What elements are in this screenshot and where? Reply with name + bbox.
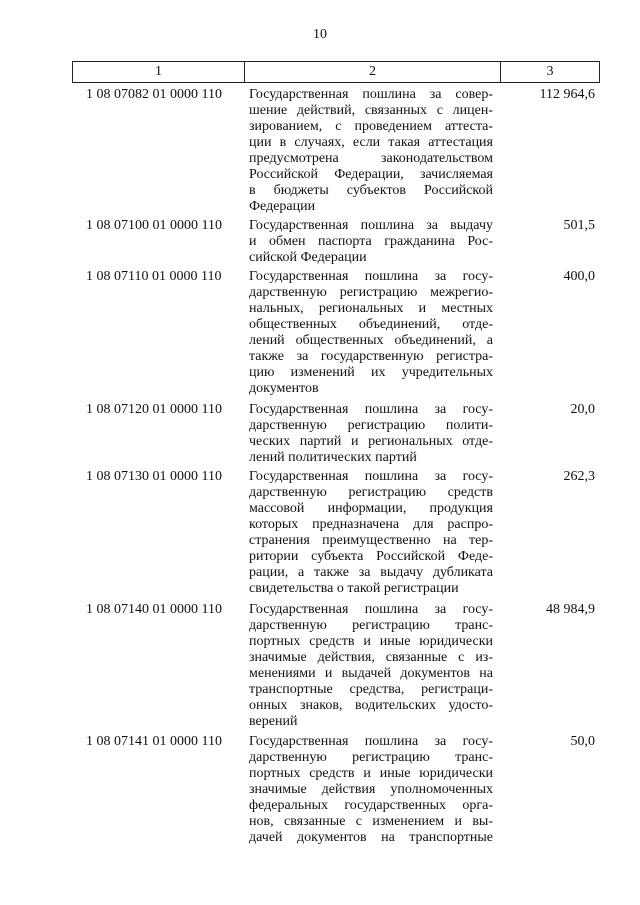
page-number: 10 — [313, 27, 327, 42]
description-line: странения преимущественно на тер- — [249, 533, 493, 548]
row-description — [249, 602, 493, 730]
row-description — [249, 87, 493, 215]
description-line: Федерации — [249, 199, 316, 214]
row-code: 1 08 07130 01 0000 110 — [86, 469, 222, 484]
row-code: 1 08 07120 01 0000 110 — [86, 402, 222, 417]
row-amount: 262,3 — [563, 469, 595, 484]
row-code: 1 08 07100 01 0000 110 — [86, 218, 222, 233]
row-code: 1 08 07141 01 0000 110 — [86, 734, 222, 749]
description-line: ции в случаях, если такая аттестация — [249, 135, 493, 150]
description-line: ческих партий и региональных отде- — [249, 434, 493, 449]
description-line: портных средств и иные юридически — [249, 634, 493, 649]
description-line: нов, связанные с изменением и вы- — [249, 814, 493, 829]
description-line: менениями и выдачей документов на — [249, 666, 493, 681]
description-line: федеральных государственных орга- — [249, 798, 493, 813]
column-header-2: 2 — [245, 62, 501, 82]
description-line: дарственную регистрацию транс- — [249, 618, 493, 633]
row-amount: 20,0 — [570, 402, 595, 417]
description-line: Государственная пошлина за госу- — [249, 269, 493, 284]
description-line: и обмен паспорта гражданина Рос- — [249, 234, 493, 249]
description-line: свидетельства о такой регистрации — [249, 581, 459, 596]
description-line: лений общественных объединений, а — [249, 333, 493, 348]
description-line: лений политических партий — [249, 450, 417, 465]
row-code: 1 08 07140 01 0000 110 — [86, 602, 222, 617]
description-line: которых предназначена для распро- — [249, 517, 493, 532]
description-line: Государственная пошлина за госу- — [249, 469, 493, 484]
description-line: ритории субъекта Российской Феде- — [249, 549, 493, 564]
description-line: цию изменений их учредительных — [249, 365, 493, 380]
row-amount: 112 964,6 — [539, 87, 595, 102]
description-line: дарственную регистрацию полити- — [249, 418, 493, 433]
description-line: дарственную регистрацию средств — [249, 485, 493, 500]
row-description — [249, 269, 493, 397]
row-description — [249, 469, 493, 597]
description-line: транспортные средства, регистраци- — [249, 682, 493, 697]
description-line: рации, а также за выдачу дубликата — [249, 565, 493, 580]
row-description — [249, 734, 493, 846]
description-line: предусмотрена законодательством — [249, 151, 493, 166]
description-line: Государственная пошлина за госу- — [249, 734, 493, 749]
row-description — [249, 218, 493, 266]
description-line: значимые действия уполномоченных — [249, 782, 493, 797]
description-line: Российской Федерации, зачисляемая — [249, 167, 493, 182]
description-line: Государственная пошлина за совер- — [249, 87, 493, 102]
description-line: массовой информации, продукция — [249, 501, 493, 516]
row-amount: 48 984,9 — [546, 602, 595, 617]
description-line: документов — [249, 381, 319, 396]
description-line: общественных объединений, отде- — [249, 317, 493, 332]
description-line: шение действий, связанных с лицен- — [249, 103, 493, 118]
description-line: также за государственную регистра- — [249, 349, 493, 364]
row-description — [249, 402, 493, 466]
table-header — [72, 61, 600, 83]
description-line: в бюджеты субъектов Российской — [249, 183, 493, 198]
description-line: портных средств и иные юридически — [249, 766, 493, 781]
row-code: 1 08 07110 01 0000 110 — [86, 269, 222, 284]
description-line: зированием, с проведением аттеста- — [249, 119, 493, 134]
description-line: Государственная пошлина за госу- — [249, 602, 493, 617]
description-line: значимые действия, связанные с из- — [249, 650, 493, 665]
description-line: нальных, региональных и местных — [249, 301, 493, 316]
column-header-1: 1 — [73, 62, 245, 82]
description-line: онных знаков, водительских удосто- — [249, 698, 493, 713]
description-line: Государственная пошлина за госу- — [249, 402, 493, 417]
description-line: дачей документов на транспортные — [249, 830, 493, 845]
description-line: верений — [249, 714, 298, 729]
description-line: сийской Федерации — [249, 250, 367, 265]
description-line: дарственную регистрацию транс- — [249, 750, 493, 765]
column-header-3: 3 — [546, 64, 554, 79]
row-code: 1 08 07082 01 0000 110 — [86, 87, 222, 102]
description-line: Государственная пошлина за выдачу — [249, 218, 493, 233]
row-amount: 50,0 — [570, 734, 595, 749]
row-amount: 400,0 — [563, 269, 595, 284]
row-amount: 501,5 — [563, 218, 595, 233]
description-line: дарственную регистрацию межрегио- — [249, 285, 493, 300]
